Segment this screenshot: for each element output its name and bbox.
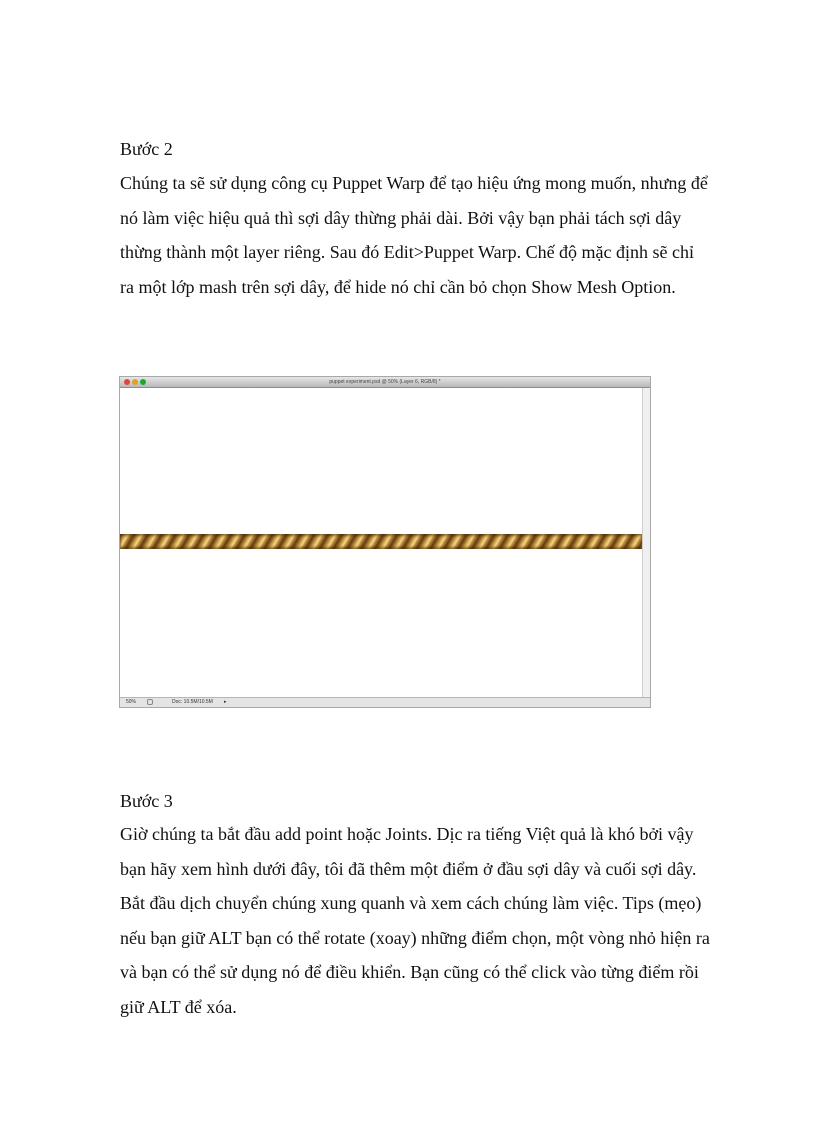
step-2-heading: Bước 2 (120, 139, 173, 159)
document-info-icon (147, 699, 153, 705)
rope-image (120, 534, 643, 549)
document-canvas (120, 388, 643, 698)
doc-size: Doc: 10.5M/10.5M (172, 699, 213, 705)
zoom-level: 50% (126, 699, 137, 705)
vertical-scrollbar (642, 388, 650, 698)
document-title: puppet experiment.psd @ 50% (Layer 6, RGB/8) * (329, 379, 441, 385)
status-bar (120, 697, 650, 707)
status-menu-arrow-icon: ▸ (224, 699, 227, 705)
step-3-paragraph: Giờ chúng ta bắt đầu add point hoặc Joints. Dịc ra tiếng Việt quả là khó bởi vậy bạn hãy xem hình dưới đây, tôi đã thêm một điểm ở đầu sợi dây và cuối sợi dây. Bắt đầu dịch chuyển chúng xung quanh và xem cách chúng làm việc. Tips (mẹo) nếu bạn giữ ALT bạn có thể rotate (xoay) những điểm chọn, một vòng nhỏ hiện ra và bạn có thể sử dụng nó để điều khiển. Bạn cũng có thể click vào từng điểm rồi giữ ALT để xóa. (120, 824, 710, 1017)
step-3-heading: Bước 3 (120, 791, 173, 811)
window-titlebar (120, 377, 650, 388)
step-2-paragraph: Chúng ta sẽ sử dụng công cụ Puppet Warp để tạo hiệu ứng mong muốn, nhưng để nó làm việc hiệu quả thì sợi dây thừng phải dài. Bởi vậy bạn phải tách sợi dây thừng thành một layer riêng. Sau đó Edit>Puppet Warp. Chế độ mặc định sẽ chỉ ra một lớp mash trên sợi dây, để hide nó chỉ cần bỏ chọn Show Mesh Option. (120, 173, 708, 297)
photoshop-screenshot (119, 376, 651, 708)
